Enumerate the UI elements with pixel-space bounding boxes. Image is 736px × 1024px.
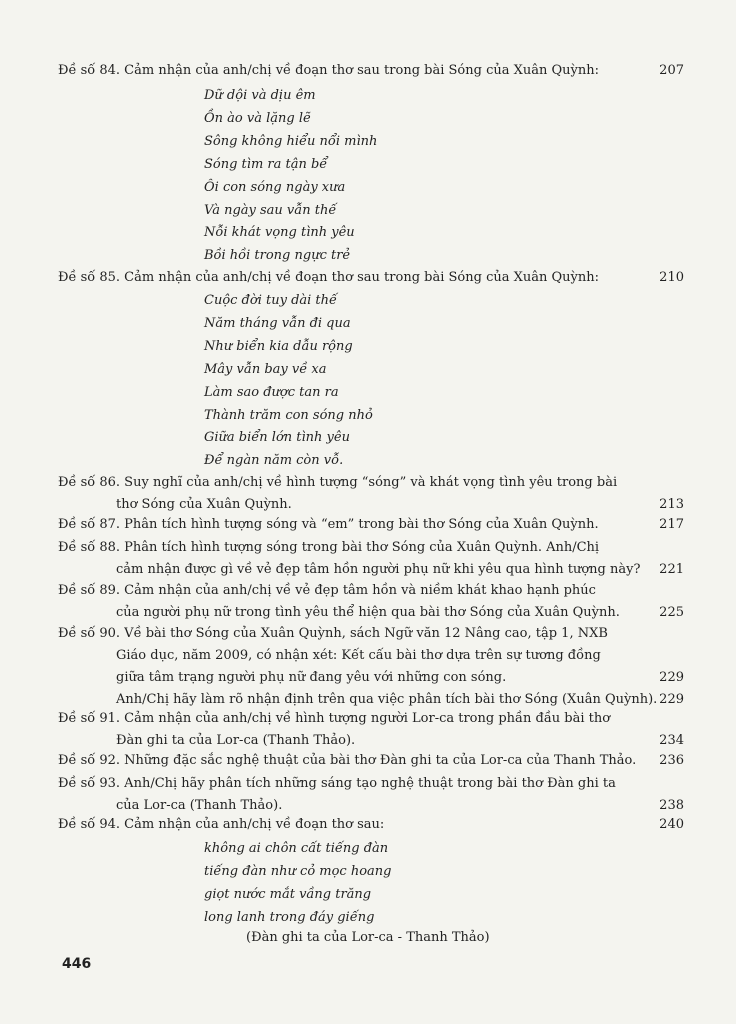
toc-entry-85	[58, 267, 684, 289]
toc-line: Đàn ghi ta của Lor-ca (Thanh Thảo). 234	[58, 730, 684, 752]
toc-entry-94	[58, 814, 684, 836]
toc-line: của người phụ nữ trong tình yêu thể hiện qua bài thơ Sóng của Xuân Quỳnh. 225	[58, 602, 684, 624]
toc-line: Đề số 89. Cảm nhận của anh/chị về vẻ đẹp tâm hồn và niềm khát khao hạnh phúc	[58, 583, 596, 598]
toc-line: Đề số 87. Phân tích hình tượng sóng và “em” trong bài thơ Sóng của Xuân Quỳnh. 217	[58, 514, 684, 536]
poem-line: Ồn ào và lặng lẽ	[204, 110, 311, 126]
poem-line: giọt nước mắt vầng trăng	[204, 886, 372, 902]
poem-line: Sông không hiểu nổi mình	[204, 133, 378, 149]
page-ref: 217	[659, 517, 684, 532]
poem-line: Để ngàn năm còn vỗ.	[204, 453, 344, 469]
poem-line: tiếng đàn như cỏ mọc hoang	[204, 863, 392, 879]
toc-entry-88	[58, 537, 684, 581]
poem-line: Giữa biển lớn tình yêu	[204, 430, 350, 446]
page-ref: 210	[659, 270, 684, 285]
poem-excerpt-85	[204, 290, 373, 473]
toc-entry-91	[58, 708, 684, 752]
toc-entry-89	[58, 580, 684, 624]
poem-excerpt-94	[204, 838, 391, 930]
toc-line: Đề số 84. Cảm nhận của anh/chị về đoạn thơ sau trong bài Sóng của Xuân Quỳnh: 207	[58, 60, 684, 82]
poem-line: Nỗi khát vọng tình yêu	[204, 225, 355, 241]
poem-source: (Đàn ghi ta của Lor-ca - Thanh Thảo)	[246, 930, 490, 945]
toc-line: Đề số 91. Cảm nhận của anh/chị về hình tượng người Lor-ca trong phần đầu bài thơ	[58, 711, 611, 726]
toc-line: Đề số 93. Anh/Chị hãy phân tích những sáng tạo nghệ thuật trong bài thơ Đàn ghi ta	[58, 776, 616, 791]
poem-line: Và ngày sau vẫn thế	[204, 202, 337, 218]
toc-line: Đề số 90. Về bài thơ Sóng của Xuân Quỳnh, sách Ngữ văn 12 Nâng cao, tập 1, NXB	[58, 626, 608, 641]
page-ref: 234	[659, 733, 684, 748]
poem-line: Bồi hồi trong ngực trẻ	[204, 248, 351, 264]
toc-entry-86	[58, 472, 684, 516]
toc-line: Đề số 88. Phân tích hình tượng sóng trong bài thơ Sóng của Xuân Quỳnh. Anh/Chị	[58, 540, 600, 555]
toc-line: Giáo dục, năm 2009, có nhận xét: Kết cấu bài thơ dựa trên sự tương đồng	[116, 648, 601, 663]
page-ref: 221	[659, 562, 684, 577]
page-ref: 238	[659, 798, 684, 813]
poem-line: long lanh trong đáy giếng	[204, 909, 375, 925]
toc-entry-84	[58, 60, 684, 82]
toc-line: giữa tâm trạng người phụ nữ đang yêu với những con sóng. 229	[58, 667, 684, 689]
toc-line: thơ Sóng của Xuân Quỳnh. 213	[58, 494, 684, 516]
toc-line: của Lor-ca (Thanh Thảo). 238	[58, 795, 684, 817]
poem-line: Sóng tìm ra tận bể	[204, 156, 328, 172]
toc-line: Đề số 86. Suy nghĩ của anh/chị về hình tượng “sóng” và khát vọng tình yêu trong bài	[58, 475, 618, 490]
toc-entry-93	[58, 773, 684, 817]
poem-line: Dữ dội và dịu êm	[204, 88, 316, 103]
poem-line: không ai chôn cất tiếng đàn	[204, 841, 389, 856]
page-ref: 213	[659, 497, 684, 512]
poem-line: Làm sao được tan ra	[204, 384, 339, 400]
toc-entry-90	[58, 623, 684, 711]
poem-line: Ôi con sóng ngày xưa	[204, 179, 346, 195]
toc-line: Anh/Chị hãy làm rõ nhận định trên qua việc phân tích bài thơ Sóng (Xuân Quỳnh). 229	[58, 689, 684, 711]
poem-line: Thành trăm con sóng nhỏ	[204, 407, 373, 423]
poem-line: Năm tháng vẫn đi qua	[204, 315, 351, 331]
poem-excerpt-84	[204, 85, 377, 268]
toc-line: Đề số 92. Những đặc sắc nghệ thuật của bài thơ Đàn ghi ta của Lor-ca của Thanh Thảo. 236	[58, 750, 684, 772]
page-ref: 207	[659, 63, 684, 78]
poem-line: Mây vẫn bay về xa	[204, 361, 327, 377]
page-ref: 225	[659, 605, 684, 620]
page-ref: 236	[659, 753, 684, 768]
toc-line: Đề số 94. Cảm nhận của anh/chị về đoạn thơ sau: 240	[58, 814, 684, 836]
toc-line: Đề số 85. Cảm nhận của anh/chị về đoạn thơ sau trong bài Sóng của Xuân Quỳnh: 210	[58, 267, 684, 289]
toc-line: cảm nhận được gì về vẻ đẹp tâm hồn người phụ nữ khi yêu qua hình tượng này? 221	[58, 559, 684, 581]
page-ref: 229	[659, 670, 684, 685]
page-number: 446	[62, 956, 92, 972]
page-ref: 240	[659, 817, 684, 832]
poem-line: Cuộc đời tuy dài thế	[204, 293, 338, 308]
poem-line: Như biển kia dẫu rộng	[204, 338, 353, 354]
page-ref: 229	[659, 692, 684, 707]
toc-entry-92	[58, 750, 684, 772]
toc-entry-87	[58, 514, 684, 536]
